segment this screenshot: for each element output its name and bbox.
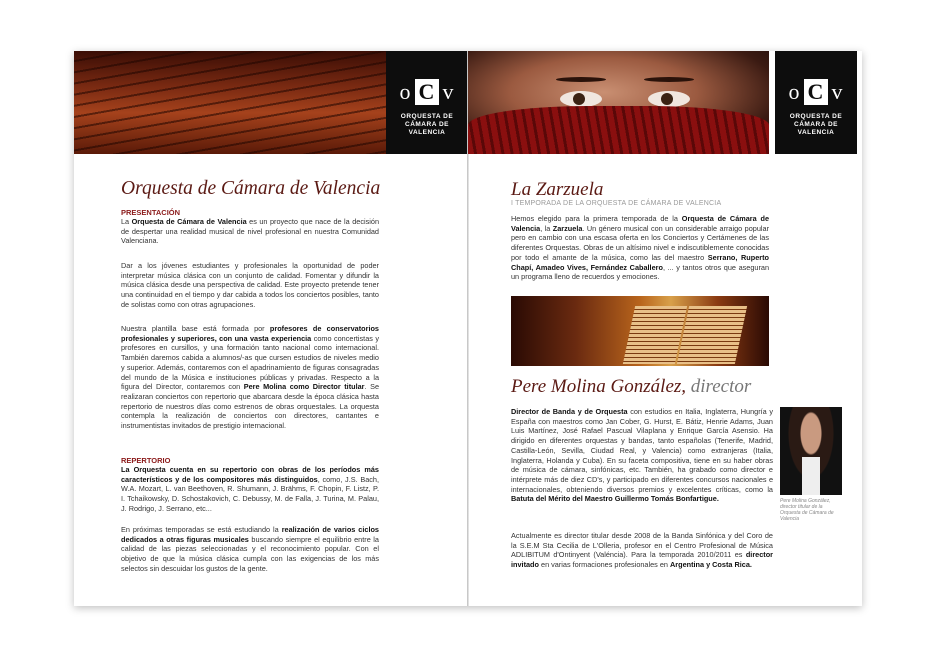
theatre-seats-image bbox=[74, 51, 386, 154]
woman-fan-image bbox=[468, 51, 769, 154]
zarzuela-subtitle: I TEMPORADA DE LA ORQUESTA DE CÁMARA DE VALENCIA bbox=[511, 200, 722, 207]
repertorio-paragraph-1: La Orquesta cuenta en su repertorio con obras de los períodos más característicos y de los compositores más distinguidos, como, J.S. Bach, W.A. Mozart, L. van Beethoven, R. Shumann, J. Brähms, F. Chopin, F. Listz, P. I. Tchaikowsky, D. Schostakovich, C. Debussy, M. de Falla, J. Turina, M. Palau, J. Rodrigo, J. Serrano, etc... bbox=[121, 465, 379, 513]
presentacion-paragraph-1: La Orquesta de Cámara de Valencia es un proyecto que nace de la decisión de despertar una realidad musical de nivel profesional en nuestra Comunidad Valenciana. bbox=[121, 217, 379, 246]
sheet-page-right bbox=[677, 306, 747, 364]
zarzuela-paragraph: Hemos elegido para la primera temporada de la Orquesta de Cámara de Valencia, la Zarzuela. Un género musical con un considerable arraigo popular pero en cambio con una escasa oferta en los Conciertos y Certámenes de las diferentes Orquestas. Obras de un altísimo nivel e indiscutiblemente conocidas por todo el amante de la música, como las del maestro Serrano, Ruperto Chapí, Amadeo Vives, Fernández Caballero, ... y tantos otros que aseguran un programa lleno de recuerdos y emociones. bbox=[511, 214, 770, 282]
red-fan bbox=[468, 106, 769, 154]
director-paragraph-1: Director de Banda y de Orquesta con estudios en Italia, Inglaterra, Hungría y España con maestros como Jan Cober, G. Hurst, E. Bátiz, Henrie Adams, Juan Luis Martínez, José Rafael Pascual Vilaplana y Enrique García Asensio. Ha dirigido en diferentes orquestas y bandas, tanto españolas (Tenerife, Madrid, Castilla-León, Sevilla, Ciudad Real, y Valencia) como extranjeras (Italia, Inglaterra, Holanda y Cuba). En su faceta compositiva, tiene en su haber obras de música de cámara, sinfónicas, etc. También, ha grabado como director e intérprete más de diez CD's, y participado en diferentes concursos nacionales e internacionales, obteniendo diversos premios y excelentes críticas, como la Batuta del Mérito del Maestro Guillermo Tomás Bonfartigue. bbox=[511, 407, 774, 504]
director-paragraph-2: Actualmente es director titular desde 2008 de la Banda Sinfónica y del Coro de la S.E.M Sta Cecilia de L'Olleria, profesor en el Centro Profesional de Música ADLIBITUM d'Ontinyent (Valéncia). Para la temporada 2010/2011 es director invitado en varias formaciones profesionales en Argentina y Costa Rica. bbox=[511, 531, 773, 570]
bold-run: director invitado bbox=[511, 550, 773, 570]
bold-run: Orquesta de Cámara de Valencia bbox=[511, 214, 770, 233]
bold-run: Zarzuela bbox=[552, 223, 583, 233]
presentacion-heading: PRESENTACIÓN bbox=[121, 208, 181, 217]
bold-run: Director de Banda y de Orquesta bbox=[511, 407, 628, 416]
bold-run: Orquesta de Cámara de Valencia bbox=[131, 217, 247, 226]
portrait-caption: Pere Molina González, director titular de la Orquesta de Cámara de Valencia bbox=[780, 498, 834, 522]
bold-run: Argentina y Costa Rica. bbox=[670, 560, 752, 570]
right-page bbox=[468, 51, 862, 606]
bold-run: Pere Molina como Director titular bbox=[243, 382, 365, 392]
presentacion-paragraph-3: Nuestra plantilla base está formada por profesores de conservatorios profesionales y superiores, con una vasta experiencia como concertistas y profesores en cursillos, y una formación tanto nacional como internacional. También daremos cabida a alumnos/-as que cursen estudios de niveles medio y superior. Además, contaremos con el apadrinamiento de figuras consagradas del mundo de la Música e instituciones públicas y privadas. Respecto a la figura del Director, contaremos con Pere Molina como Director titular. Se realizaran conciertos con repertorio que abarcara desde la época clásica hasta repertorio de nuestros días como estrenos de obras orquestales. La orquesta contempla la realización de conciertos con directores, cantantes e instrumentistas invitados de prestigio internacional. bbox=[121, 324, 380, 431]
director-portrait-photo bbox=[780, 407, 842, 495]
repertorio-paragraph-2: En próximas temporadas se está estudiando la realización de varios ciclos dedicados a otras figuras musicales buscando siempre el equilibrio entre la calidad de las piezas seleccionadas y el reconocimiento popular. Con el objetivo de que la música clásica cumpla con las exigencias de los más selectos sin descuidar los gustos de la gente. bbox=[121, 525, 379, 573]
eye-right bbox=[648, 91, 690, 107]
zarzuela-title: La Zarzuela bbox=[511, 179, 604, 200]
bold-run: La Orquesta cuenta en su repertorio con obras de los períodos más característicos y de los compositores más distinguidos bbox=[121, 465, 379, 484]
eye-left bbox=[560, 91, 602, 107]
bold-run: Batuta del Mérito del Maestro Guillermo Tomás Bonfartigue. bbox=[511, 494, 719, 504]
bold-run: profesores de conservatorios profesionales y superiores, con una vasta experiencia bbox=[121, 324, 379, 343]
sheet-music-image bbox=[511, 296, 769, 366]
repertorio-heading: REPERTORIO bbox=[121, 456, 171, 465]
logo-subtitle: ORQUESTA DE CÁMARA DE VALENCIA bbox=[789, 113, 843, 136]
presentacion-paragraph-2: Dar a los jóvenes estudiantes y profesionales la oportunidad de poder interpretar música clásica con un conjunto de calidad. Fomentar y difundir la música clásica desde una perspectiva de calidad. Este proyecto pretende tener una continuidad en el tiempo y dar cabida a todos los conciertos posibles, tanto de solistas como con otras agrupaciones. bbox=[121, 261, 379, 309]
ocv-logo bbox=[775, 51, 857, 154]
eyebrow-right bbox=[644, 77, 694, 82]
logo-mark: o C v bbox=[399, 79, 455, 104]
logo-mark: o C v bbox=[788, 79, 844, 104]
director-title: Pere Molina González, director bbox=[511, 376, 752, 397]
left-page bbox=[74, 51, 468, 606]
brochure-spread bbox=[74, 51, 862, 606]
logo-subtitle: ORQUESTA DE CÁMARA DE VALENCIA bbox=[400, 113, 454, 136]
eyebrow-left bbox=[556, 77, 606, 82]
ocv-logo bbox=[386, 51, 468, 154]
bold-run: Serrano, Ruperto Chapí, Amadeo Vives, Fernández Caballero bbox=[511, 252, 769, 272]
page-title: Orquesta de Cámara de Valencia bbox=[121, 178, 381, 199]
bold-run: realización de varios ciclos dedicados a otras figuras musicales bbox=[121, 525, 379, 544]
